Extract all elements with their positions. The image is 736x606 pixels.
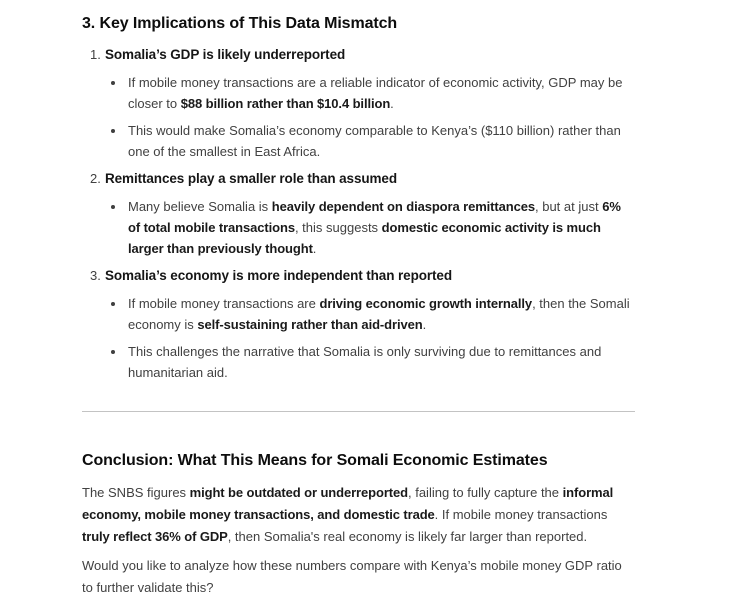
- bullet-item: [82, 341, 638, 383]
- section-divider: [82, 411, 635, 412]
- bullet-text: If mobile money transactions are driving economic growth internally, then the Somali economy is self-sustaining rather than aid-driven.: [128, 296, 630, 332]
- list-item-title: Remittances play a smaller role than assumed: [105, 171, 397, 186]
- followup-question-paragraph: Would you like to analyze how these numbers compare with Kenya’s mobile money GDP ratio to further validate this?: [82, 558, 622, 595]
- sub-bullet-list: [82, 196, 638, 259]
- sub-bullet-list: [82, 72, 638, 162]
- bullet-text: This challenges the narrative that Somalia is only surviving due to remittances and humanitarian aid.: [128, 344, 602, 380]
- bullet-marker: [111, 350, 115, 354]
- list-item-number: 1.: [90, 47, 101, 62]
- list-item-title: Somalia’s GDP is likely underreported: [105, 47, 346, 62]
- conclusion-paragraph: The SNBS figures might be outdated or underreported, failing to fully capture the informal economy, mobile money transactions, and domestic trade. If mobile money transactions truly reflect 36% of GDP, then Somalia's real economy is likely far larger than reported.: [82, 485, 614, 544]
- bullet-text: Many believe Somalia is heavily dependent on diaspora remittances, but at just 6% of total mobile transactions, this suggests domestic economic activity is much larger than previously thought.: [128, 199, 621, 256]
- bullet-marker: [111, 81, 115, 85]
- list-item-number: 3.: [90, 268, 101, 283]
- bullet-text: This would make Somalia’s economy comparable to Kenya’s ($110 billion) rather than one of the smallest in East Africa.: [128, 123, 621, 159]
- bullet-item: [82, 196, 638, 259]
- bullet-marker: [111, 129, 115, 133]
- bullet-item: [82, 120, 638, 162]
- list-item: [82, 44, 638, 162]
- list-item-number: 2.: [90, 171, 101, 186]
- section-heading-conclusion: Conclusion: What This Means for Somali Economic Estimates: [82, 452, 548, 469]
- list-item-title: Somalia’s economy is more independent than reported: [105, 268, 452, 283]
- bullet-marker: [111, 302, 115, 306]
- bullet-item: [82, 293, 638, 335]
- list-item: [82, 168, 638, 259]
- bullet-marker: [111, 205, 115, 209]
- sub-bullet-list: [82, 293, 638, 383]
- implications-list: [82, 44, 638, 383]
- list-item: [82, 265, 638, 383]
- section-heading-implications: 3. Key Implications of This Data Mismatch: [82, 15, 398, 32]
- bullet-text: If mobile money transactions are a reliable indicator of economic activity, GDP may be closer to $88 billion rather than $10.4 billion.: [128, 75, 623, 111]
- bullet-item: [82, 72, 638, 114]
